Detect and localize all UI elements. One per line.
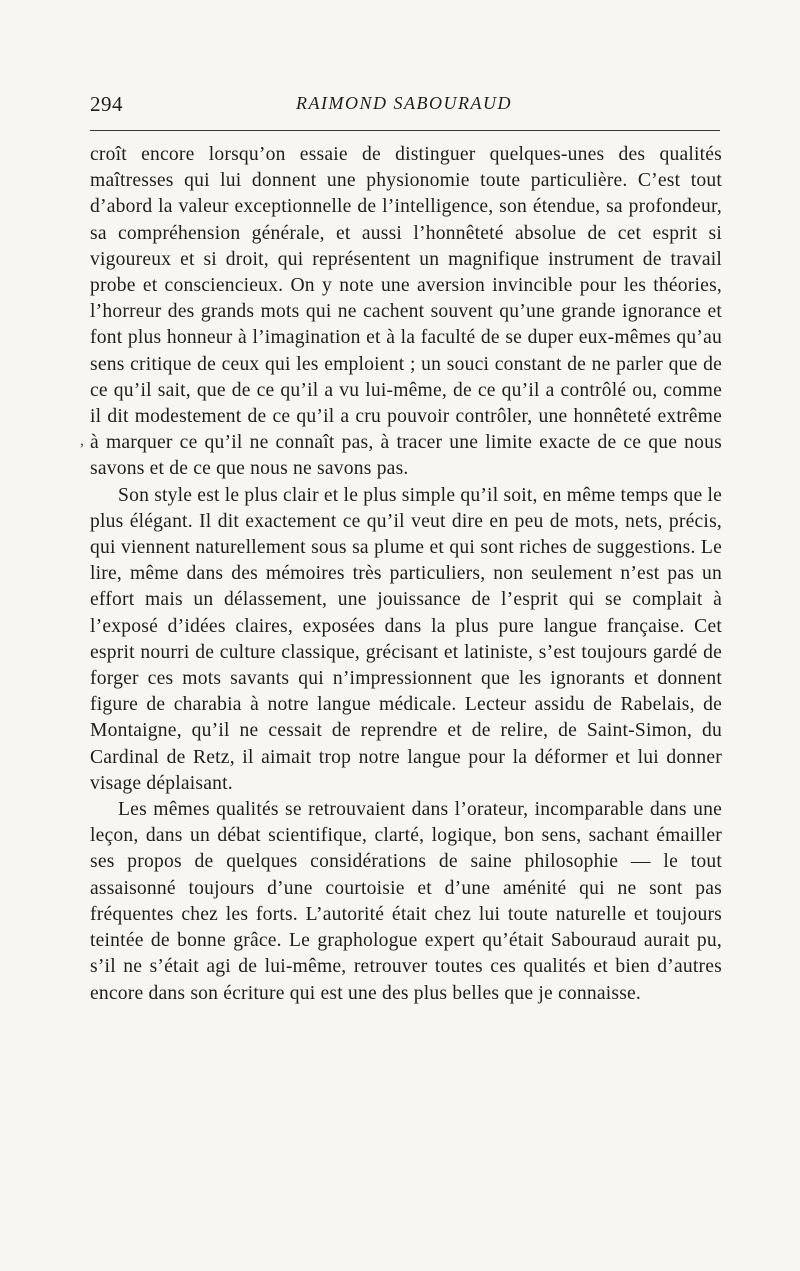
paragraph-continuation: croît encore lorsqu’on essaie de distinguer quelques-unes des qualités maîtresses qui lui donnent une physionomie toute particulière. C’est tout d’abord la valeur exceptionnelle de l’intelligence, son étendue, sa profondeur, sa compréhension générale, et aussi l’honnêteté absolue de cet esprit si vigoureux et si droit, qui représentent un magnifique instrument de travail probe et consciencieux. On y note une aversion invincible pour les théories, l’horreur des grands mots qui ne cachent souvent qu’une grande ignorance et font plus honneur à l’imagination et à la faculté de se duper eux-mêmes qu’au sens critique de ceux qui les emploient ; un souci constant de ne parler que de ce qu’il sait, que de ce qu’il a vu lui-même, de ce qu’il a contrôlé ou, comme il dit modestement de ce qu’il a cru pouvoir contrôler, une honnêteté extrême à marquer ce qu’il ne connaît pas, à tracer une limite exacte de ce que nous savons et de ce que nous ne savons pas.	[90, 144, 722, 480]
paragraph-style: Son style est le plus clair et le plus simple qu’il soit, en même temps que le plus élégant. Il dit exactement ce qu’il veut dire en peu de mots, nets, précis, qui viennent naturellement sous sa plume et qui sont riches de suggestions. Le lire, même dans des mémoires très particuliers, non seulement n’est pas un effort mais un délassement, une jouissance de l’esprit qui se complait à l’exposé d’idées claires, exposées dans la plus pure langue française. Cet esprit nourri de culture classique, grécisant et latiniste, s’est toujours gardé de forger ces mots savants qui n’impressionnent que les ignorants et donnent figure de charabia à notre langue médicale. Lecteur assidu de Rabelais, de Montaigne, qu’il ne cessait de reprendre et de relire, de Saint-Simon, du Cardinal de Retz, il aimait trop notre langue pour la déformer et lui donner visage déplaisant.	[90, 484, 722, 794]
body-text	[90, 142, 722, 1007]
paragraph-orator: Les mêmes qualités se retrouvaient dans l’orateur, incomparable dans une leçon, dans un débat scientifique, clarté, logique, bon sens, sachant émailler ses propos de quelques considérations de saine philosophie — le tout assaisonné toujours d’une courtoisie et d’une aménité qui ne sont pas fréquentes chez les forts. L’autorité était chez lui toute naturelle et toujours teintée de bonne grâce. Le graphologue expert qu’était Sabouraud aurait pu, s’il ne s’était agi de lui-même, retrouver toutes ces qualités et bien d’autres encore dans son écriture qui est une des plus belles que je connaisse.	[90, 799, 722, 1004]
running-head	[90, 92, 718, 122]
margin-mark: ,	[80, 432, 84, 449]
header-rule	[90, 130, 720, 131]
running-title: RAIMOND SABOURAUD	[296, 93, 512, 113]
page-number: 294	[90, 92, 123, 116]
